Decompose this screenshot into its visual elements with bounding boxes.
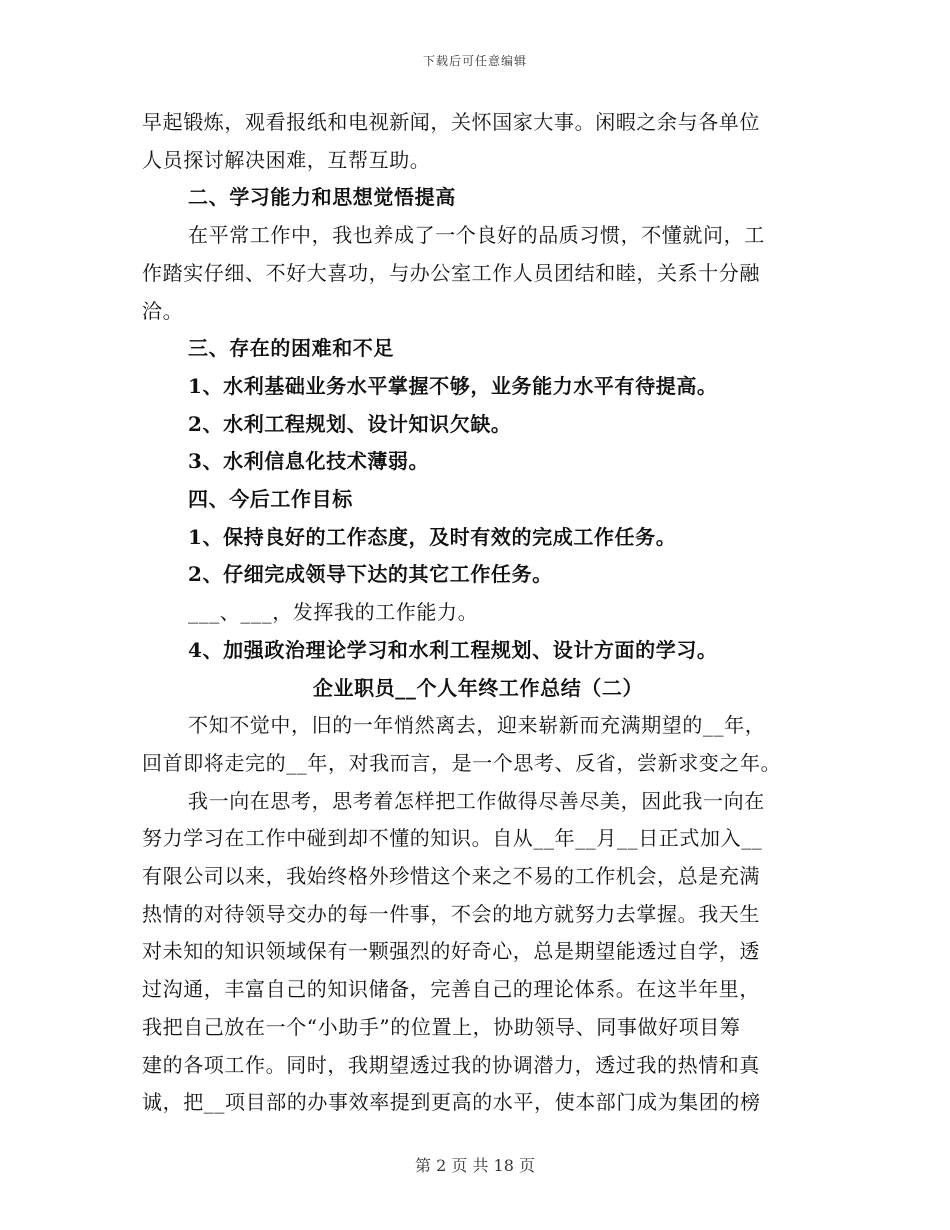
text-line: 洽。 bbox=[142, 298, 184, 323]
page-header: 下载后可任意编辑 bbox=[422, 54, 527, 68]
text-line: 4、加强政治理论学习和水利工程规划、设计方面的学习。 bbox=[188, 637, 718, 662]
text-line: 有限公司以来，我始终格外珍惜这个来之不易的工作机会，总是充满 bbox=[142, 864, 760, 889]
text-line: 作踏实仔细、不好大喜功，与办公室工作人员团结和睦，关系十分融 bbox=[142, 260, 760, 285]
text-line: 努力学习在工作中碰到却不懂的知识。自从__年__月__日正式加入__ bbox=[142, 826, 763, 851]
text-line: 1、水利基础业务水平掌握不够，业务能力水平有待提高。 bbox=[188, 373, 718, 398]
text-line: 过沟通，丰富自己的知识储备，完善自己的理论体系。在这半年里， bbox=[142, 977, 760, 1002]
text-line: 不知不觉中，旧的一年悄然离去，迎来崭新而充满期望的__年， bbox=[188, 713, 766, 738]
text-line: 1、保持良好的工作态度，及时有效的完成工作任务。 bbox=[188, 524, 677, 549]
page-footer: 第 2 页 共 18 页 bbox=[415, 1156, 535, 1175]
text-line: 诚，把__项目部的办事效率提到更高的水平，使本部门成为集团的榜 bbox=[142, 1090, 761, 1115]
text-line: 四、今后工作目标 bbox=[188, 487, 353, 512]
text-line: 早起锻炼，观看报纸和电视新闻，关怀国家大事。闲暇之余与各单位 bbox=[142, 110, 760, 134]
text-line: 人员探讨解决困难，互帮互助。 bbox=[142, 147, 431, 172]
text-line: 建的各项工作。同时，我期望透过我的协调潜力，透过我的热情和真 bbox=[142, 1052, 760, 1077]
text-line: ___、___，发挥我的工作能力。 bbox=[188, 600, 479, 625]
text-line: 2、水利工程规划、设计知识欠缺。 bbox=[188, 411, 512, 436]
text-line: 回首即将走完的__年，对我而言，是一个思考、反省，尝新求变之年。 bbox=[142, 750, 782, 775]
text-line: 2、仔细完成领导下达的其它工作任务。 bbox=[188, 562, 553, 587]
document-body bbox=[142, 104, 814, 1122]
text-line: 三、存在的困难和不足 bbox=[188, 336, 394, 361]
text-line: 我一向在思考，思考着怎样把工作做得尽善尽美，因此我一向在 bbox=[188, 788, 765, 813]
text-line: 在平常工作中，我也养成了一个良好的品质习惯，不懂就问，工 bbox=[188, 223, 765, 248]
section-title: 企业职员__个人年终工作总结（二） bbox=[312, 675, 644, 700]
text-line: 热情的对待领导交办的每一件事，不会的地方就努力去掌握。我天生 bbox=[142, 901, 760, 926]
text-line: 二、学习能力和思想觉悟提高 bbox=[188, 185, 456, 210]
text-line: 对未知的知识领域保有一颗强烈的好奇心，总是期望能透过自学，透 bbox=[142, 939, 760, 964]
text-line: 我把自己放在一个“小助手”的位置上，协助领导、同事做好项目筹 bbox=[142, 1014, 741, 1039]
text-line: 3、水利信息化技术薄弱。 bbox=[188, 449, 430, 474]
